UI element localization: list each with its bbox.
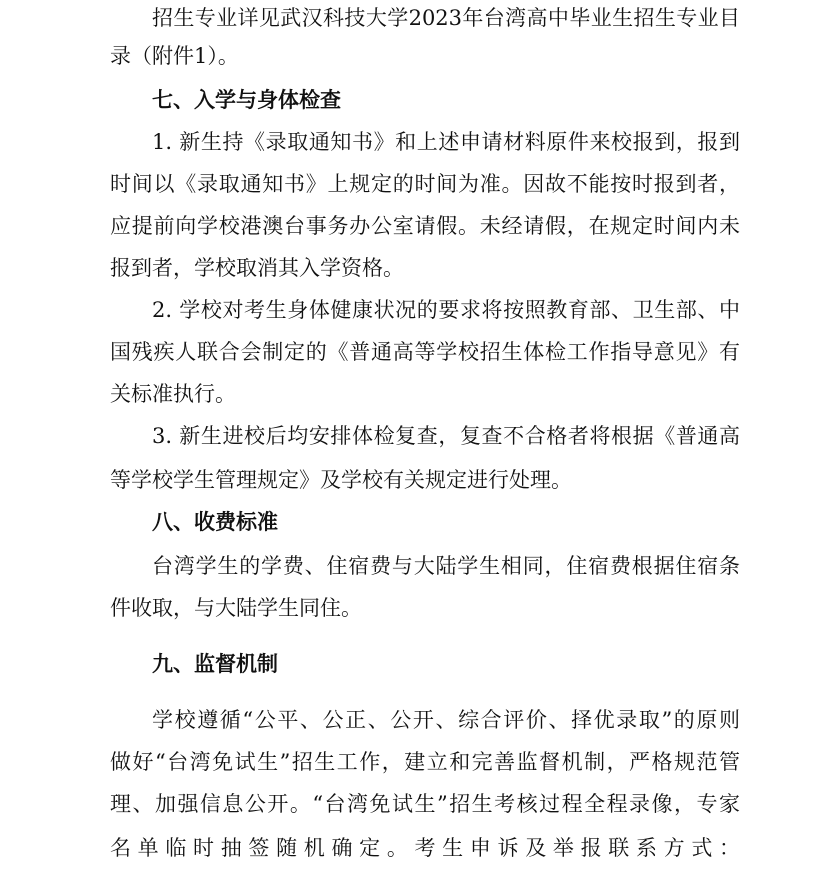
paragraph-line: 等学校学生管理规定》及学校有关规定进行处理。 xyxy=(110,468,572,492)
section-heading-8: 八、收费标准 xyxy=(152,510,278,534)
paragraph-line: 关标准执行。 xyxy=(110,382,236,406)
paragraph-line: 台湾学生的学费、住宿费与大陆学生相同，住宿费根据住宿条 xyxy=(152,554,740,578)
paragraph-line: 录（附件1）。 xyxy=(110,44,239,68)
paragraph-line: 国残疾人联合会制定的《普通高等学校招生体检工作指导意见》有 xyxy=(110,340,740,364)
paragraph-line: 学校遵循“公平、公正、公开、综合评价、择优录取”的原则 xyxy=(152,708,740,732)
paragraph-line: 时间以《录取通知书》上规定的时间为准。因故不能按时报到者， xyxy=(110,172,740,196)
paragraph-line: 1. 新生持《录取通知书》和上述申请材料原件来校报到，报到 xyxy=(152,130,740,154)
paragraph-line: 应提前向学校港澳台事务办公室请假。未经请假，在规定时间内未 xyxy=(110,214,740,238)
paragraph-line: 名单临时抽签随机确定。考生申诉及举报联系方式： xyxy=(110,836,740,860)
paragraph-line: 做好“台湾免试生”招生工作，建立和完善监督机制，严格规范管 xyxy=(110,750,740,774)
section-heading-9: 九、监督机制 xyxy=(152,652,278,676)
paragraph-line: 2. 学校对考生身体健康状况的要求将按照教育部、卫生部、中 xyxy=(152,298,740,322)
paragraph-line: 招生专业详见武汉科技大学2023年台湾高中毕业生招生专业目 xyxy=(152,6,740,30)
paragraph-line: 报到者，学校取消其入学资格。 xyxy=(110,256,404,280)
section-heading-7: 七、入学与身体检查 xyxy=(152,88,341,112)
paragraph-line: 理、加强信息公开。“台湾免试生”招生考核过程全程录像，专家 xyxy=(110,792,740,816)
paragraph-line: 3. 新生进校后均安排体检复查，复查不合格者将根据《普通高 xyxy=(152,424,740,448)
paragraph-line: 件收取，与大陆学生同住。 xyxy=(110,596,362,620)
